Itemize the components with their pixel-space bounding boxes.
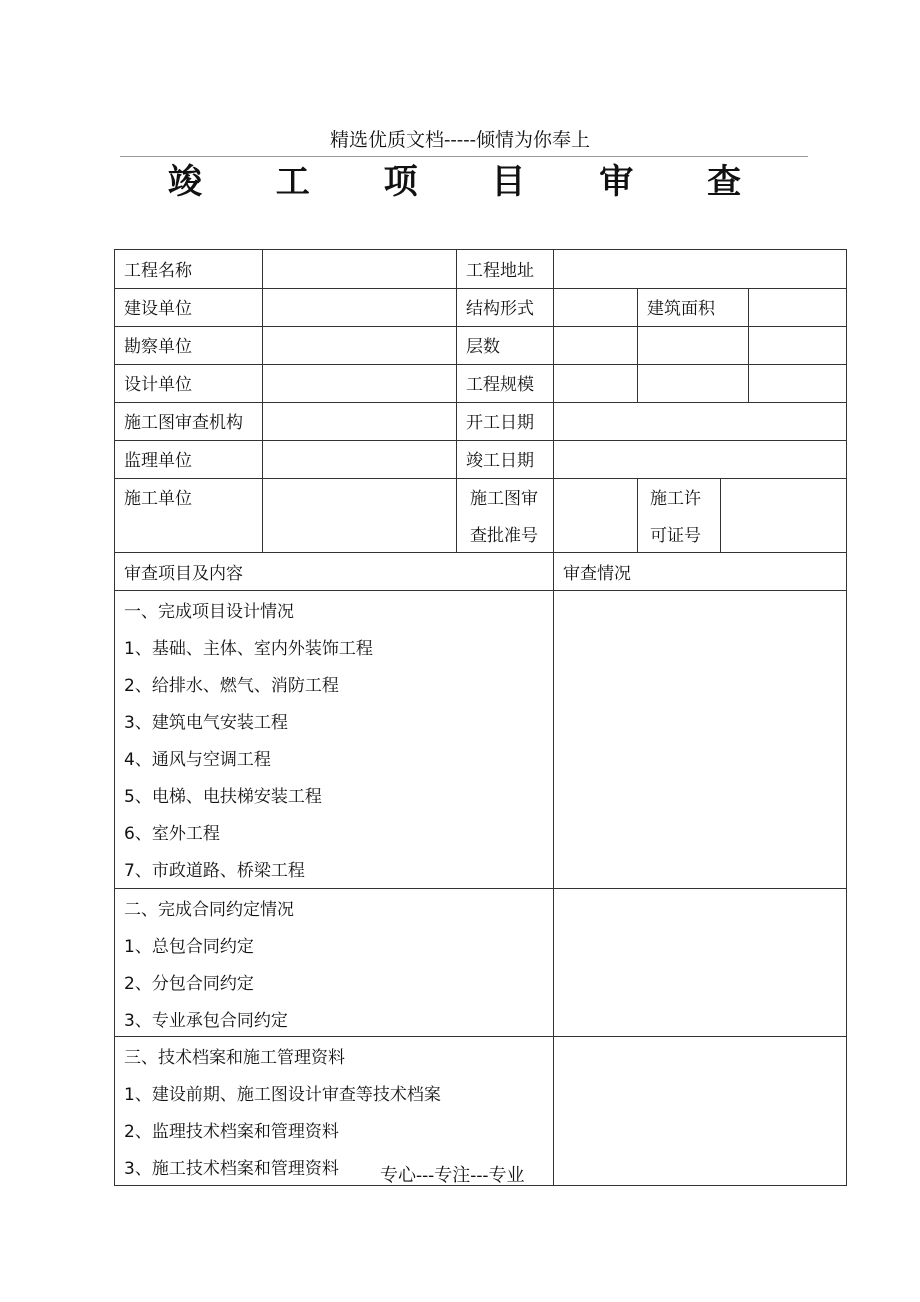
review-section-design bbox=[114, 594, 373, 890]
drawing-approval-no-label-line1: 施工图审 bbox=[470, 489, 538, 509]
column-divider bbox=[553, 249, 554, 1185]
construction-unit-label: 建设单位 bbox=[124, 299, 192, 319]
list-item: 3、建筑电气安装工程 bbox=[124, 713, 288, 733]
column-divider bbox=[748, 288, 749, 402]
list-item: 1、总包合同约定 bbox=[124, 937, 254, 957]
floors-label: 层数 bbox=[466, 337, 500, 357]
column-divider bbox=[262, 249, 263, 552]
project-address-label: 工程地址 bbox=[466, 261, 534, 281]
page-header: 精选优质文档-----倾情为你奉上 bbox=[329, 129, 591, 151]
drawing-review-org-label: 施工图审查机构 bbox=[124, 413, 243, 433]
column-divider bbox=[720, 478, 721, 552]
column-divider bbox=[637, 478, 638, 552]
survey-unit-label: 勘察单位 bbox=[124, 337, 192, 357]
list-item: 3、施工技术档案和管理资料 bbox=[124, 1159, 339, 1179]
drawing-approval-no-label bbox=[460, 481, 538, 555]
list-item: 1、基础、主体、室内外装饰工程 bbox=[124, 639, 373, 659]
drawing-approval-no-label-line2: 查批准号 bbox=[470, 526, 538, 546]
contractor-label: 施工单位 bbox=[124, 489, 192, 509]
list-item: 5、电梯、电扶梯安装工程 bbox=[124, 787, 322, 807]
permit-no-label bbox=[640, 481, 701, 555]
review-items-header: 审查项目及内容 bbox=[124, 564, 243, 584]
list-item: 3、专业承包合同约定 bbox=[124, 1011, 288, 1031]
completion-date-label: 竣工日期 bbox=[466, 451, 534, 471]
section-title: 二、完成合同约定情况 bbox=[124, 900, 294, 920]
list-item: 2、分包合同约定 bbox=[124, 974, 254, 994]
list-item: 2、给排水、燃气、消防工程 bbox=[124, 676, 339, 696]
section-title: 三、技术档案和施工管理资料 bbox=[124, 1048, 345, 1068]
table-border-right bbox=[846, 249, 847, 1186]
table-border-top bbox=[114, 249, 847, 250]
list-item: 1、建设前期、施工图设计审查等技术档案 bbox=[124, 1085, 441, 1105]
building-area-label: 建筑面积 bbox=[647, 299, 715, 319]
supervision-unit-label: 监理单位 bbox=[124, 451, 192, 471]
header-divider bbox=[120, 156, 808, 157]
permit-no-label-line2: 可证号 bbox=[650, 526, 701, 546]
document-title: 竣 工 项 目 审 查 bbox=[167, 162, 773, 202]
start-date-label: 开工日期 bbox=[466, 413, 534, 433]
structure-type-label: 结构形式 bbox=[466, 299, 534, 319]
list-item: 2、监理技术档案和管理资料 bbox=[124, 1122, 339, 1142]
list-item: 4、通风与空调工程 bbox=[124, 750, 271, 770]
list-item: 6、室外工程 bbox=[124, 824, 220, 844]
project-name-label: 工程名称 bbox=[124, 261, 192, 281]
list-item: 7、市政道路、桥梁工程 bbox=[124, 861, 305, 881]
design-unit-label: 设计单位 bbox=[124, 375, 192, 395]
review-section-contract bbox=[114, 892, 294, 1040]
section-title: 一、完成项目设计情况 bbox=[124, 602, 294, 622]
permit-no-label-line1: 施工许 bbox=[650, 489, 701, 509]
project-scale-label: 工程规模 bbox=[466, 375, 534, 395]
review-status-header: 审查情况 bbox=[563, 564, 631, 584]
page-footer: 专心---专注---专业 bbox=[380, 1165, 525, 1186]
